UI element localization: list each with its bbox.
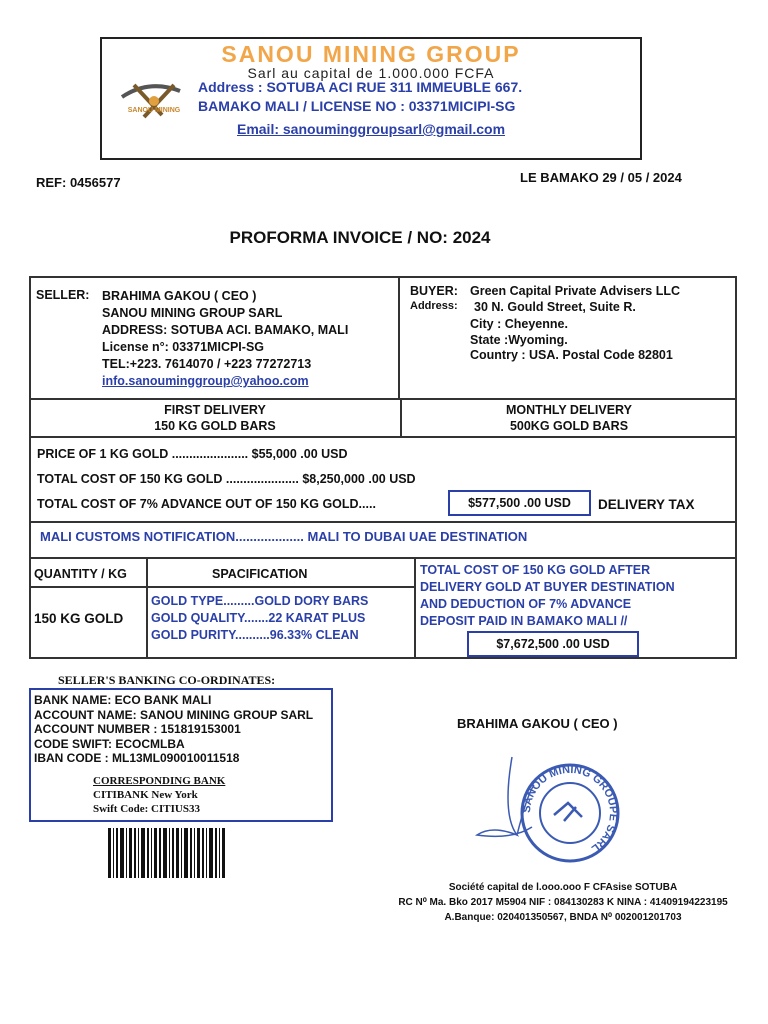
spec-header-divider	[30, 586, 414, 588]
first-delivery-value: 150 KG GOLD BARS	[154, 419, 276, 433]
footer-line: Société capital de l.ooo.ooo F CFAsise SOTUBA	[448, 882, 678, 893]
buyer-line: City : Cheyenne.	[470, 317, 568, 331]
seller-email-link[interactable]: info.sanouminggroup@yahoo.com	[102, 374, 309, 388]
spec-col-divider	[146, 559, 148, 659]
spec-line: GOLD PURITY..........96.33% CLEAN	[151, 628, 359, 642]
banking-title: SELLER'S BANKING CO-ORDINATES:	[58, 673, 276, 687]
spec-line: GOLD QUALITY.......22 KARAT PLUS	[151, 611, 366, 625]
total-after-line: DELIVERY GOLD AT BUYER DESTINATION	[420, 580, 675, 594]
bank-line: BANK NAME: ECO BANK MALI	[34, 693, 212, 707]
footer-registration	[372, 880, 754, 925]
total-after-line: TOTAL COST OF 150 KG GOLD AFTER	[420, 563, 651, 577]
seller-line: License n°: 03371MICPI-SG	[102, 340, 264, 354]
page-title: PROFORMA INVOICE / NO: 2024	[229, 228, 491, 247]
total-after-line: AND DEDUCTION OF 7% ADVANCE	[420, 597, 632, 611]
spec-table	[30, 557, 736, 659]
signatory-name: BRAHIMA GAKOU ( CEO )	[457, 716, 618, 731]
total-after-amount: $7,672,500 .00 USD	[467, 631, 639, 657]
total-after-line: DEPOSIT PAID IN BAMAKO MALI //	[420, 614, 628, 628]
reference-number: REF: 0456577	[36, 175, 121, 190]
bank-line: CODE SWIFT: ECOCMLBA	[34, 736, 185, 751]
company-address: Address : SOTUBA ACI RUE 311 IMMEUBLE 667.	[198, 79, 523, 95]
pickaxe-logo-icon	[114, 75, 194, 123]
seller-line: SANOU MINING GROUP SARL	[102, 306, 283, 320]
buyer-label: BUYER:	[410, 284, 458, 298]
total-cost: TOTAL COST OF 150 KG GOLD ..................... $8,250,000 .00 USD	[37, 472, 416, 486]
delivery-row	[30, 398, 736, 438]
buyer-line: State :Wyoming.	[470, 333, 568, 347]
company-header	[100, 37, 642, 160]
company-capital: Sarl au capital de 1.000.000 FCFA	[247, 65, 495, 81]
corr-bank-name: CITIBANK New York	[93, 789, 198, 801]
corr-title: CORRESPONDING BANK	[93, 775, 226, 787]
bank-line: ACCOUNT NUMBER : 151819153001	[34, 722, 241, 736]
barcode-icon	[108, 828, 226, 878]
advance-label: TOTAL COST OF 7% ADVANCE OUT OF 150 KG GOLD.....	[37, 497, 376, 511]
spec-header: SPACIFICATION	[212, 567, 308, 581]
seller-label: SELLER:	[36, 288, 90, 302]
corresponding-bank	[93, 774, 225, 816]
corr-swift: Swift Code: CITIUS33	[93, 803, 200, 815]
company-stamp	[472, 755, 642, 865]
banking-box	[29, 688, 333, 822]
bank-line: ACCOUNT NAME: SANOU MINING GROUP SARL	[34, 707, 314, 722]
customs-notification: MALI CUSTOMS NOTIFICATION................... MALI TO DUBAI UAE DESTINATION	[40, 529, 528, 544]
price-per-kg: PRICE OF 1 KG GOLD ...................... $55,000 .00 USD	[37, 447, 348, 461]
footer-line: RC N⁰ Ma. Bko 2017 M5904 NIF : 084130283 K NINA : 41409194223195	[398, 897, 728, 908]
stamp-text: SANOU MINING GROUPE SARL	[520, 763, 620, 855]
customs-row	[30, 521, 736, 549]
company-email-link[interactable]: Email: sanouminggroupsarl@gmail.com	[236, 121, 506, 137]
advance-amount: $577,500 .00 USD	[448, 490, 591, 516]
spec-col-divider	[414, 559, 416, 659]
monthly-delivery-title: MONTHLY DELIVERY	[506, 403, 632, 417]
company-license: BAMAKO MALI / LICENSE NO : 03371MICIPI-SG	[198, 98, 516, 114]
buyer-line: Country : USA. Postal Code 82801	[470, 348, 673, 362]
seller-line: ADDRESS: SOTUBA ACI. BAMAKO, MALI	[102, 323, 349, 337]
bank-line: IBAN CODE : ML13ML090010011518	[34, 751, 240, 765]
seller-line: TEL:+223. 7614070 / +223 77272713	[102, 357, 312, 371]
delivery-tax: DELIVERY TAX	[598, 497, 695, 512]
seller-block	[30, 277, 400, 399]
invoice-date: LE BAMAKO 29 / 05 / 2024	[520, 170, 682, 185]
monthly-delivery-value: 500KG GOLD BARS	[509, 419, 629, 433]
logo-text: SANOU MINING	[127, 107, 181, 114]
first-delivery-title: FIRST DELIVERY	[164, 403, 266, 417]
qty-value: 150 KG GOLD	[34, 611, 124, 626]
footer-line: A.Banque: 020401350567, BNDA N⁰ 002001201703	[444, 912, 682, 923]
spec-line: GOLD TYPE.........GOLD DORY BARS	[151, 594, 369, 608]
company-name: SANOU MINING GROUP	[221, 41, 521, 67]
buyer-name: Green Capital Private Advisers LLC	[470, 284, 681, 298]
seller-line: BRAHIMA GAKOU ( CEO )	[102, 289, 257, 303]
banking-details	[34, 693, 313, 766]
buyer-line: 30 N. Gould Street, Suite R.	[474, 300, 636, 314]
buyer-block	[402, 277, 736, 399]
qty-header: QUANTITY / KG	[34, 567, 127, 581]
buyer-address-label: Address:	[410, 300, 458, 312]
